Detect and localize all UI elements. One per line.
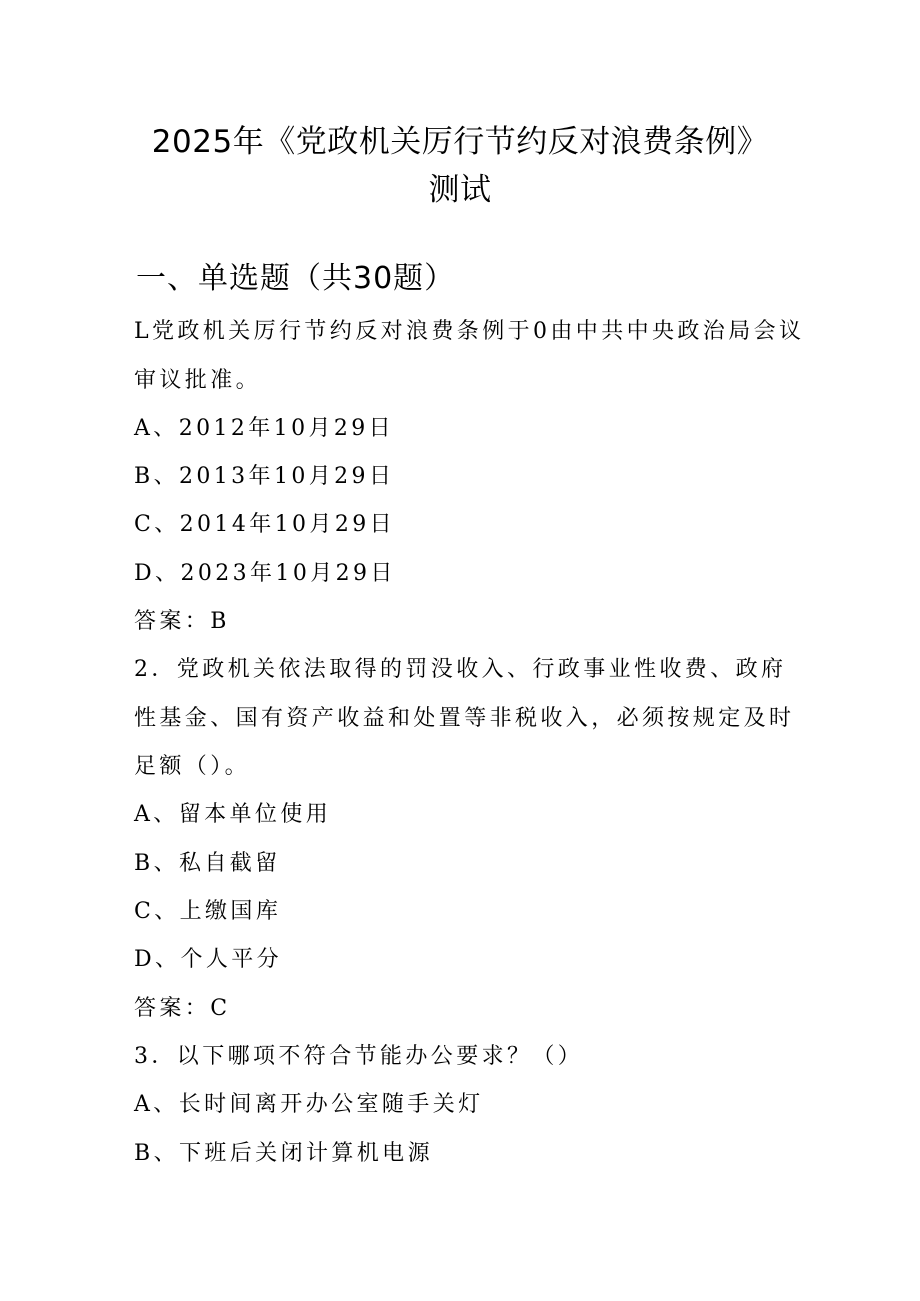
question-2-stem-line-3: 足额（）。 bbox=[134, 754, 251, 779]
question-1-stem-line-1: L党政机关厉行节约反对浪费条例于0由中共中央政治局会议 bbox=[134, 319, 805, 344]
question-3-option-a: A、长时间离开办公室随手关灯 bbox=[134, 1092, 484, 1117]
question-3-stem-line-1: 3．以下哪项不符合节能办公要求？（） bbox=[134, 1044, 584, 1069]
question-2-stem-line-2: 性基金、国有资产收益和处置等非税收入，必须按规定及时 bbox=[134, 706, 795, 731]
question-3-option-b: B、下班后关闭计算机电源 bbox=[134, 1141, 433, 1166]
question-2-option-a: A、留本单位使用 bbox=[134, 802, 332, 827]
question-1-option-d: D、2023年10月29日 bbox=[134, 561, 396, 586]
question-2-option-b: B、私自截留 bbox=[134, 851, 281, 876]
question-2-option-c: C、上缴国库 bbox=[134, 899, 282, 924]
question-2-answer: 答案：C bbox=[134, 996, 231, 1021]
question-1-answer: 答案：B bbox=[134, 609, 230, 634]
document-title-continuation: 测试 bbox=[428, 172, 492, 208]
question-2-option-d: D、个人平分 bbox=[134, 947, 283, 972]
question-1-option-c: C、2014年10月29日 bbox=[134, 512, 396, 537]
section-heading: 一、单选题（共30题） bbox=[136, 261, 456, 296]
document-title: 2025年《党政机关厉行节约反对浪费条例》 bbox=[151, 124, 769, 160]
question-1-option-a: A、2012年10月29日 bbox=[134, 416, 395, 441]
question-1-option-b: B、2013年10月29日 bbox=[134, 464, 395, 489]
question-2-stem-line-1: 2．党政机关依法取得的罚没收入、行政事业性收费、政府 bbox=[134, 657, 787, 682]
question-1-stem-line-2: 审议批准。 bbox=[134, 368, 262, 393]
